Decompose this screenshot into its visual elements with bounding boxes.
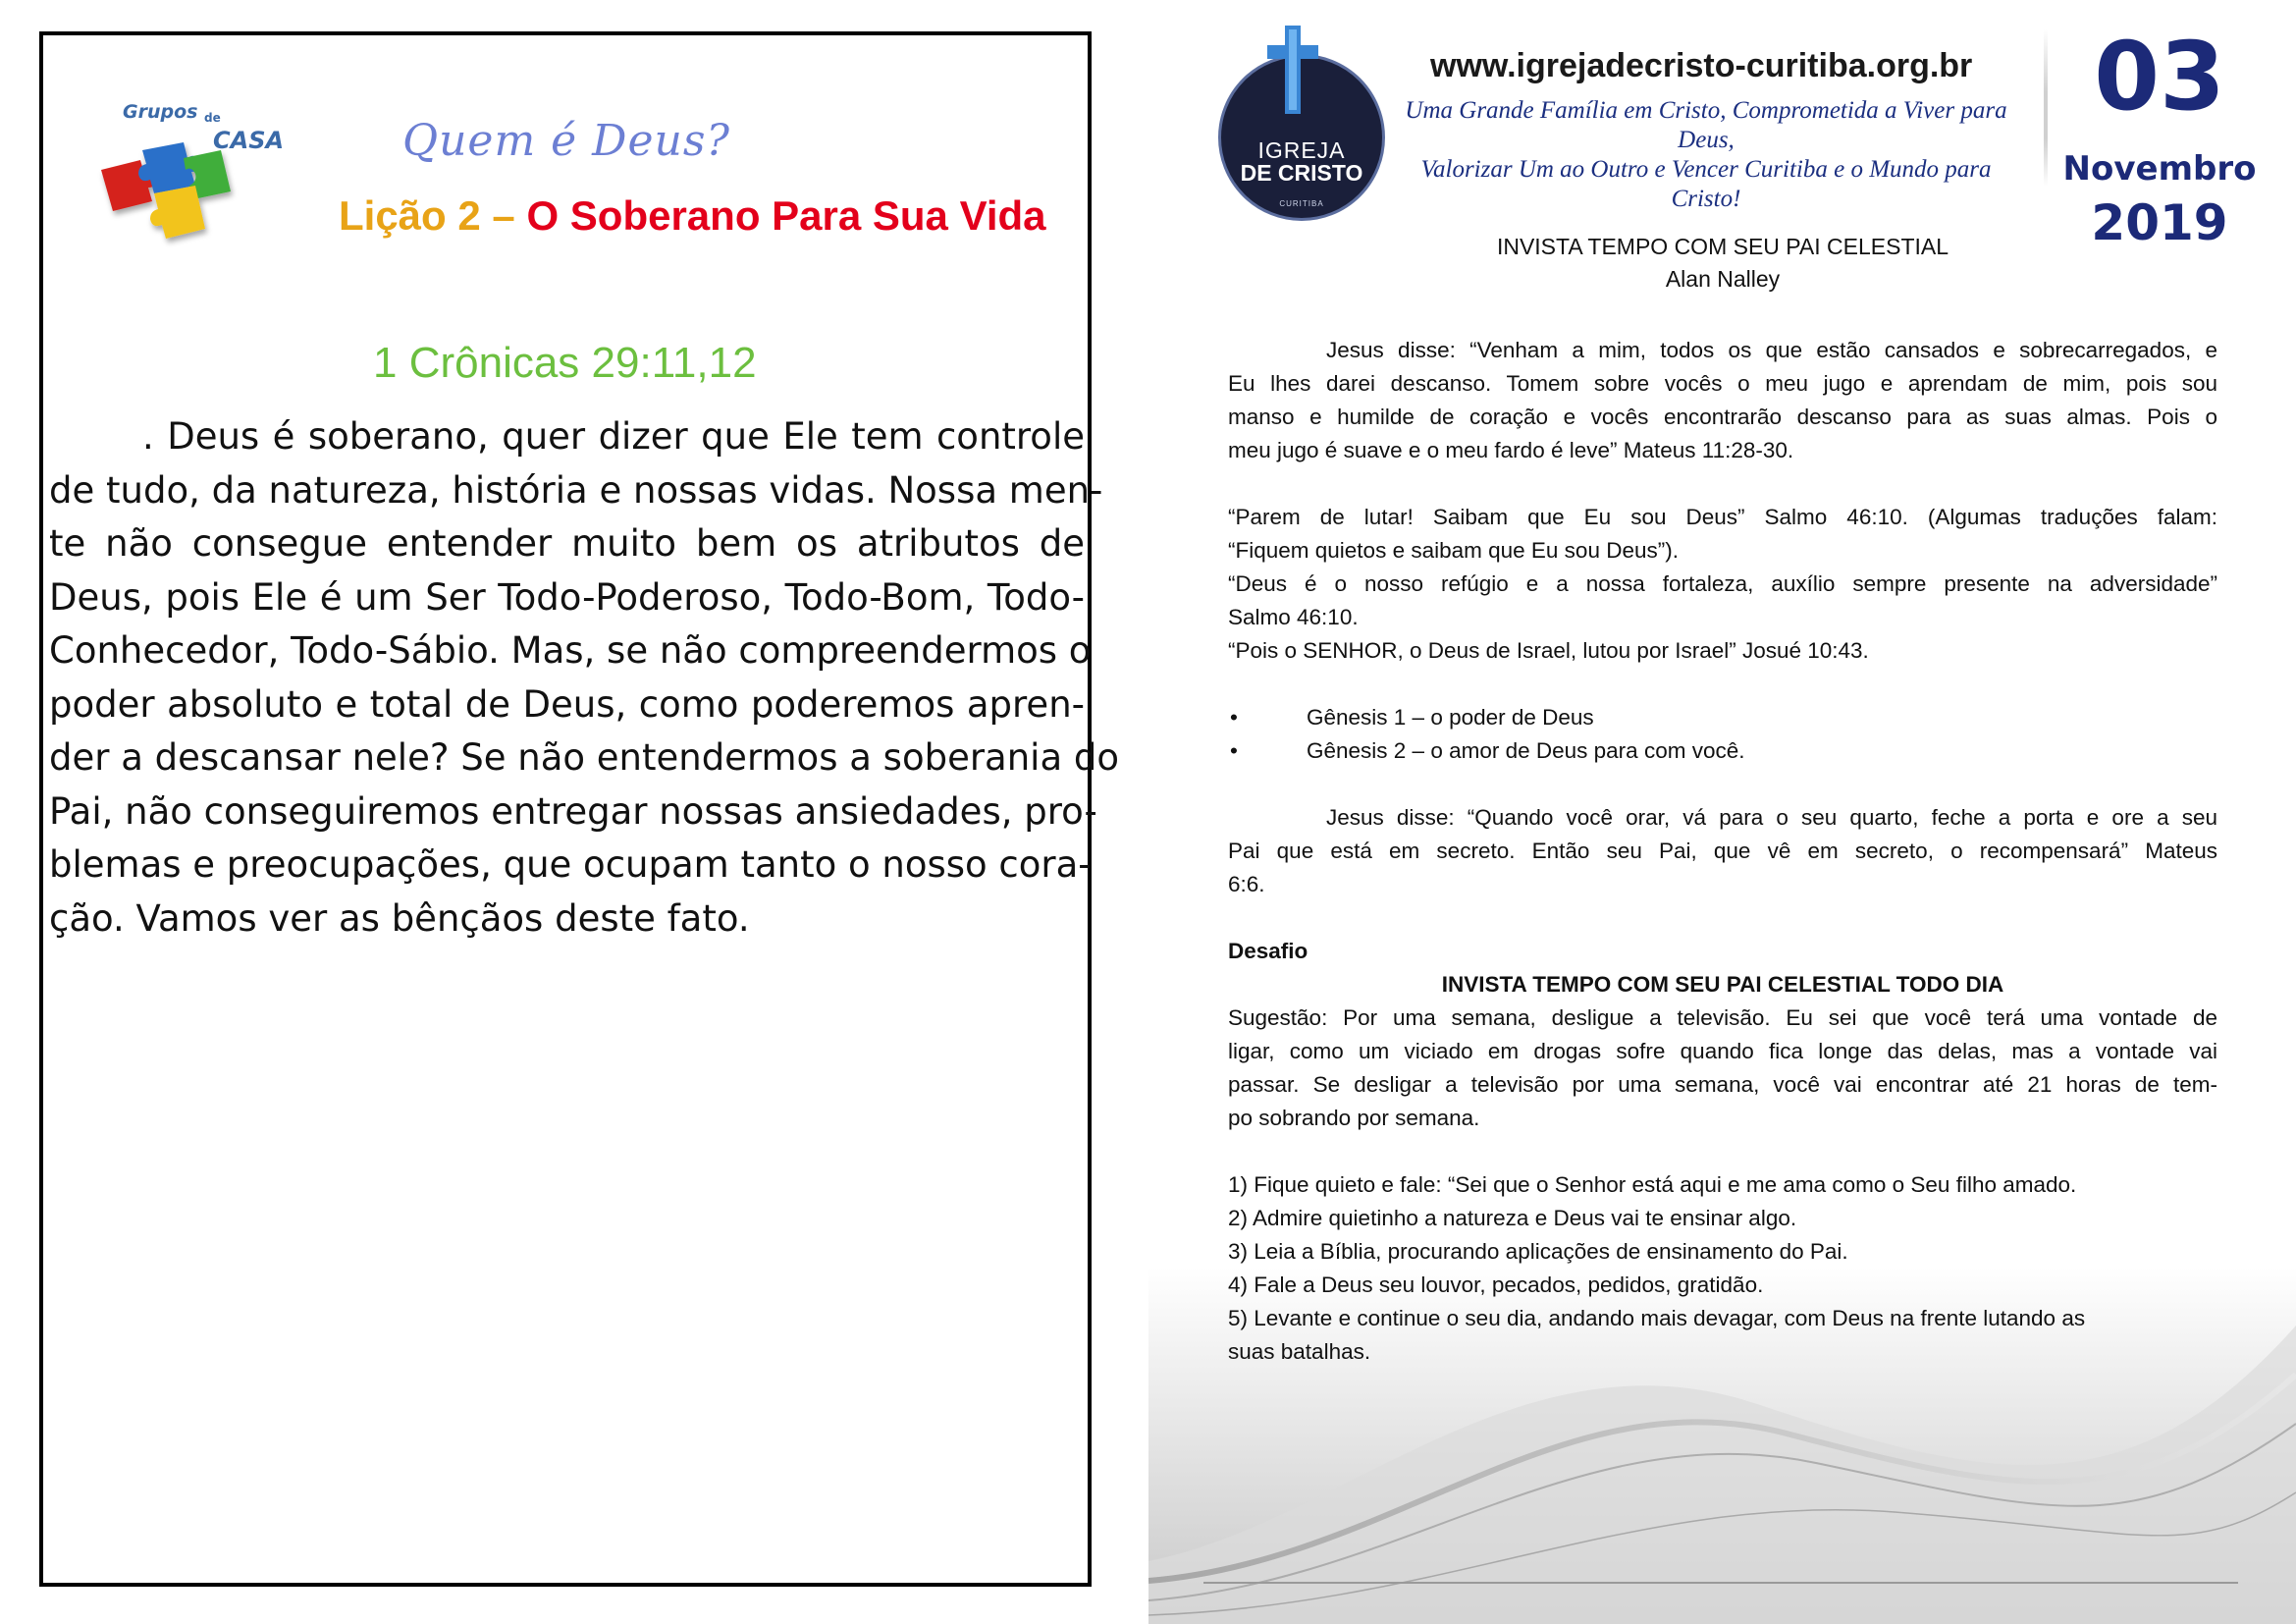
lesson-line: ção. Vamos ver as bênçãos deste fato. xyxy=(49,896,750,940)
date-day: 03 xyxy=(2094,22,2225,132)
article-line: 6:6. xyxy=(1228,872,1265,896)
church-name-line-3: CURITIBA xyxy=(1279,199,1324,208)
lesson-line: Conhecedor, Todo-Sábio. Mas, se não compreendermos o xyxy=(49,629,1092,672)
article-line: Jesus disse: “Venham a mim, todos os que estão cansados e sobrecarregados, e xyxy=(1326,338,2217,362)
article-line: ligar, como um viciado em drogas sofre quando fica longe das delas, mas a vontade vai xyxy=(1228,1039,2217,1063)
lesson-title xyxy=(339,192,1046,240)
article-line: meu jugo é suave e o meu fardo é leve” Mateus 11:28-30. xyxy=(1228,438,1794,462)
logo-text-de: de xyxy=(204,111,221,125)
date-month: Novembro xyxy=(2062,149,2257,189)
motto-line-1: Uma Grande Família em Cristo, Comprometida a Viver para Deus, xyxy=(1405,97,2007,153)
step-item: 3) Leia a Bíblia, procurando aplicações de ensinamento do Pai. xyxy=(1228,1239,1848,1264)
spacer xyxy=(1228,668,2217,701)
article-title: INVISTA TEMPO COM SEU PAI CELESTIAL xyxy=(1496,234,1949,259)
spacer xyxy=(1228,768,2217,801)
lesson-question: Quem é Deus? xyxy=(402,116,731,166)
church-name-line-1: IGREJA xyxy=(1257,137,1346,163)
step-item: 1) Fique quieto e fale: “Sei que o Senhor está aqui e me ama como o Seu filho amado. xyxy=(1228,1172,2077,1197)
lesson-line: poder absoluto e total de Deus, como poderemos apren- xyxy=(49,682,1085,726)
article-line: Sugestão: Por uma semana, desligue a televisão. Eu sei que você terá uma vontade de xyxy=(1228,1005,2217,1030)
logo-text-casa: CASA xyxy=(213,127,285,154)
lesson-line: der a descansar nele? Se não entendermos a soberania do xyxy=(49,736,1120,779)
article-line: “Deus é o nosso refúgio e a nossa fortaleza, auxílio sempre presente na adversidade” xyxy=(1228,571,2217,596)
church-motto xyxy=(1392,96,2020,214)
lesson-line: te não consegue entender muito bem os atributos de xyxy=(49,522,1085,565)
puzzle-icon xyxy=(93,131,240,268)
step-item: suas batalhas. xyxy=(1228,1339,1371,1364)
church-name-line-2: DE CRISTO xyxy=(1240,160,1363,186)
lesson-line: blemas e preocupações, que ocupam tanto o nosso cora- xyxy=(49,843,1092,886)
spacer xyxy=(1228,467,2217,501)
lesson-name: O Soberano Para Sua Vida xyxy=(526,192,1046,239)
article-line: passar. Se desligar a televisão por uma semana, você vai encontrar até 21 horas de tem- xyxy=(1228,1072,2217,1097)
bullet-item: • Gênesis 2 – o amor de Deus para com você. xyxy=(1228,734,2217,768)
article-line: “Parem de lutar! Saibam que Eu sou Deus” Salmo 46:10. (Algumas traduções falam: xyxy=(1228,505,2217,529)
cross-icon xyxy=(1265,26,1320,114)
step-item: 4) Fale a Deus seu louvor, pecados, pedidos, gratidão. xyxy=(1228,1272,1764,1297)
lesson-line: Pai, não conseguiremos entregar nossas ansiedades, pro- xyxy=(49,789,1097,833)
article-line: Pai que está em secreto. Então seu Pai, que vê em secreto, o recompensará” Mateus xyxy=(1228,839,2217,863)
lesson-line: Deus, pois Ele é um Ser Todo-Poderoso, Todo-Bom, Todo- xyxy=(49,575,1085,619)
article-line: po sobrando por semana. xyxy=(1228,1106,1480,1130)
lesson-line: . Deus é soberano, quer dizer que Ele tem controle xyxy=(142,415,1085,458)
verse-reference: 1 Crônicas 29:11,12 xyxy=(373,339,757,387)
article-author: Alan Nalley xyxy=(1665,266,1781,292)
article-body xyxy=(1228,334,2217,1369)
article-line: “Pois o SENHOR, o Deus de Israel, lutou por Israel” Josué 10:43. xyxy=(1228,638,1869,663)
grupos-de-casa-logo xyxy=(93,101,290,263)
bullet-item: • Gênesis 1 – o poder de Deus xyxy=(1228,701,2217,734)
article-line: Salmo 46:10. xyxy=(1228,605,1359,629)
lesson-line: de tudo, da natureza, história e nossas vidas. Nossa men- xyxy=(49,468,1103,512)
step-item: 2) Admire quietinho a natureza e Deus vai te ensinar algo. xyxy=(1228,1206,1797,1230)
date-year: 2019 xyxy=(2091,194,2228,251)
spacer xyxy=(1228,1135,2217,1168)
article-line: Eu lhes darei descanso. Tomem sobre vocês o meu jugo e aprendam de mim, pois sou xyxy=(1228,371,2217,396)
lesson-number: Lição 2 – xyxy=(339,192,515,239)
motto-line-2: Valorizar Um ao Outro e Vencer Curitiba e o Mundo para Cristo! xyxy=(1420,156,1992,212)
challenge-label: Desafio xyxy=(1228,939,1308,963)
church-url: www.igrejadecristo-curitiba.org.br xyxy=(1430,47,1973,84)
article-line: Jesus disse: “Quando você orar, vá para o seu quarto, feche a porta e ore a seu xyxy=(1326,805,2217,830)
logo-text-grupos: Grupos xyxy=(123,101,198,123)
article-line: manso e humilde de coração e vocês encontrarão descanso para as suas almas. Pois o xyxy=(1228,405,2217,429)
spacer xyxy=(1228,901,2217,935)
lesson-body xyxy=(49,410,1120,946)
article-line: “Fiquem quietos e saibam que Eu sou Deus”). xyxy=(1228,538,1679,563)
challenge-title: INVISTA TEMPO COM SEU PAI CELESTIAL TODO DIA xyxy=(1441,972,2004,997)
step-item: 5) Levante e continue o seu dia, andando mais devagar, com Deus na frente lutando as xyxy=(1228,1306,2086,1330)
date-divider xyxy=(2044,29,2048,187)
